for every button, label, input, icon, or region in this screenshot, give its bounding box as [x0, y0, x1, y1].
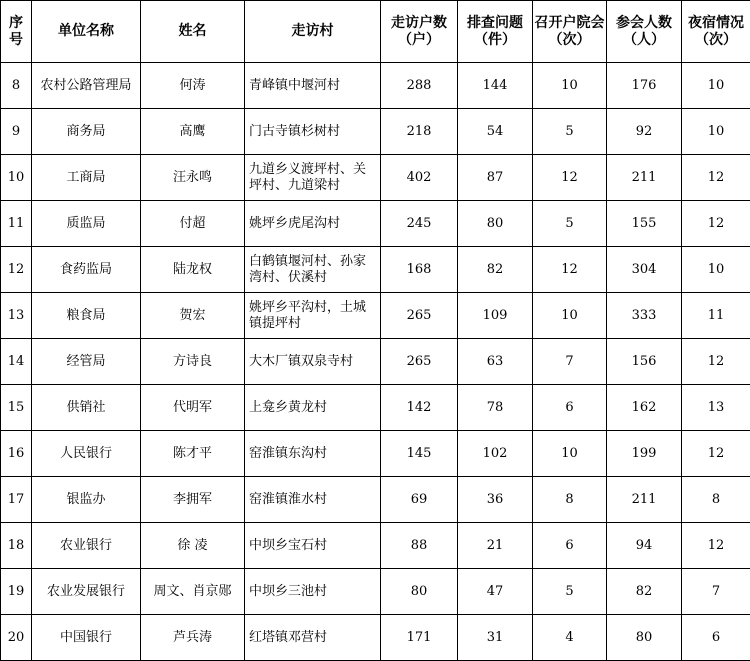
- cell-village: [245, 569, 381, 615]
- cell-overnight: 12: [682, 523, 750, 569]
- table-row: [1, 385, 750, 431]
- header-row: [1, 1, 750, 63]
- header-cell-village: [245, 1, 381, 63]
- cell-name: 代明军: [141, 385, 245, 431]
- cell-no: 15: [1, 385, 32, 431]
- cell-village: [245, 63, 381, 109]
- header-line: 走访村: [245, 23, 380, 40]
- cell-households: 168: [381, 247, 458, 293]
- village-line: 湾村、伏溪村: [249, 270, 380, 286]
- cell-name: 高鹰: [141, 109, 245, 155]
- table-row: [1, 247, 750, 293]
- table-row: [1, 523, 750, 569]
- cell-attendees: 304: [607, 247, 682, 293]
- village-line: 门古寺镇杉树村: [249, 124, 380, 140]
- header-line: 夜宿情况: [682, 15, 750, 32]
- header-line: （件）: [458, 32, 532, 49]
- cell-households: 69: [381, 477, 458, 523]
- table-row: [1, 109, 750, 155]
- header-cell-name: [141, 1, 245, 63]
- header-line: 序: [1, 15, 31, 32]
- cell-households: 142: [381, 385, 458, 431]
- header-line: 走访户数: [381, 15, 457, 32]
- cell-village: [245, 247, 381, 293]
- cell-overnight: 8: [682, 477, 750, 523]
- header-line: （次）: [682, 32, 750, 49]
- cell-issues: 36: [458, 477, 533, 523]
- village-line: 中坝乡宝石村: [249, 538, 380, 554]
- cell-issues: 82: [458, 247, 533, 293]
- cell-unit: 农村公路管理局: [32, 63, 141, 109]
- cell-meetings: 4: [533, 615, 607, 661]
- header-line: 排查问题: [458, 15, 532, 32]
- cell-overnight: 12: [682, 201, 750, 247]
- table-row: [1, 201, 750, 247]
- cell-households: 171: [381, 615, 458, 661]
- table-row: [1, 615, 750, 661]
- header-cell-unit: [32, 1, 141, 63]
- cell-no: 13: [1, 293, 32, 339]
- header-cell-no: [1, 1, 32, 63]
- cell-attendees: 176: [607, 63, 682, 109]
- cell-village: [245, 155, 381, 201]
- cell-attendees: 80: [607, 615, 682, 661]
- cell-overnight: 12: [682, 431, 750, 477]
- cell-meetings: 5: [533, 201, 607, 247]
- cell-no: 11: [1, 201, 32, 247]
- cell-meetings: 10: [533, 431, 607, 477]
- cell-meetings: 5: [533, 109, 607, 155]
- village-line: 白鹤镇堰河村、孙家: [249, 254, 380, 270]
- cell-meetings: 8: [533, 477, 607, 523]
- header-line: （人）: [607, 32, 681, 49]
- cell-unit: 质监局: [32, 201, 141, 247]
- header-line: 参会人数: [607, 15, 681, 32]
- cell-unit: 工商局: [32, 155, 141, 201]
- cell-overnight: 12: [682, 339, 750, 385]
- cell-attendees: 156: [607, 339, 682, 385]
- cell-attendees: 155: [607, 201, 682, 247]
- cell-households: 145: [381, 431, 458, 477]
- village-line: 镇提坪村: [249, 316, 380, 332]
- cell-unit: 农业发展银行: [32, 569, 141, 615]
- cell-issues: 21: [458, 523, 533, 569]
- village-line: 姚坪乡虎尾沟村: [249, 216, 380, 232]
- header-cell-meetings: [533, 1, 607, 63]
- table-row: [1, 569, 750, 615]
- cell-unit: 银监办: [32, 477, 141, 523]
- cell-village: [245, 523, 381, 569]
- cell-meetings: 10: [533, 63, 607, 109]
- cell-unit: 食药监局: [32, 247, 141, 293]
- cell-households: 265: [381, 339, 458, 385]
- table-row: [1, 155, 750, 201]
- cell-name: 陈才平: [141, 431, 245, 477]
- cell-name: 何涛: [141, 63, 245, 109]
- cell-overnight: 10: [682, 247, 750, 293]
- cell-attendees: 199: [607, 431, 682, 477]
- cell-households: 245: [381, 201, 458, 247]
- cell-village: [245, 431, 381, 477]
- cell-unit: 供销社: [32, 385, 141, 431]
- cell-name: 徐 凌: [141, 523, 245, 569]
- cell-name: 芦兵涛: [141, 615, 245, 661]
- cell-no: 8: [1, 63, 32, 109]
- cell-attendees: 211: [607, 155, 682, 201]
- header-line: 召开户院会: [533, 15, 606, 32]
- village-line: 坪村、九道梁村: [249, 178, 380, 194]
- table-row: [1, 431, 750, 477]
- cell-meetings: 7: [533, 339, 607, 385]
- cell-unit: 粮食局: [32, 293, 141, 339]
- cell-households: 265: [381, 293, 458, 339]
- header-cell-attendees: [607, 1, 682, 63]
- village-line: 青峰镇中堰河村: [249, 78, 380, 94]
- cell-issues: 80: [458, 201, 533, 247]
- cell-issues: 144: [458, 63, 533, 109]
- village-line: 上龛乡黄龙村: [249, 400, 380, 416]
- village-line: 红塔镇邓营村: [249, 630, 380, 646]
- cell-attendees: 94: [607, 523, 682, 569]
- cell-attendees: 333: [607, 293, 682, 339]
- cell-name: 周文、肖京郧: [141, 569, 245, 615]
- cell-issues: 63: [458, 339, 533, 385]
- cell-attendees: 92: [607, 109, 682, 155]
- cell-unit: 农业银行: [32, 523, 141, 569]
- cell-name: 汪永鸣: [141, 155, 245, 201]
- cell-issues: 87: [458, 155, 533, 201]
- cell-no: 18: [1, 523, 32, 569]
- header-line: 号: [1, 32, 31, 49]
- cell-village: [245, 201, 381, 247]
- cell-issues: 102: [458, 431, 533, 477]
- cell-overnight: 10: [682, 63, 750, 109]
- table-row: [1, 63, 750, 109]
- cell-village: [245, 339, 381, 385]
- cell-attendees: 211: [607, 477, 682, 523]
- cell-households: 402: [381, 155, 458, 201]
- cell-overnight: 11: [682, 293, 750, 339]
- table-row: [1, 477, 750, 523]
- header-cell-households: [381, 1, 458, 63]
- village-line: 九道乡义渡坪村、关: [249, 162, 380, 178]
- cell-attendees: 162: [607, 385, 682, 431]
- cell-no: 19: [1, 569, 32, 615]
- cell-unit: 中国银行: [32, 615, 141, 661]
- cell-overnight: 6: [682, 615, 750, 661]
- village-line: 大木厂镇双泉寺村: [249, 354, 380, 370]
- cell-issues: 47: [458, 569, 533, 615]
- cell-households: 88: [381, 523, 458, 569]
- cell-no: 9: [1, 109, 32, 155]
- cell-issues: 31: [458, 615, 533, 661]
- cell-village: [245, 385, 381, 431]
- table-row: [1, 339, 750, 385]
- cell-village: [245, 615, 381, 661]
- cell-name: 贺宏: [141, 293, 245, 339]
- cell-village: [245, 293, 381, 339]
- table-body: [1, 63, 750, 661]
- village-line: 姚坪乡平沟村，土城: [249, 300, 380, 316]
- cell-name: 陆龙权: [141, 247, 245, 293]
- table-row: [1, 293, 750, 339]
- village-line: 窑淮镇东沟村: [249, 446, 380, 462]
- cell-village: [245, 109, 381, 155]
- cell-issues: 109: [458, 293, 533, 339]
- cell-no: 16: [1, 431, 32, 477]
- cell-meetings: 12: [533, 155, 607, 201]
- cell-meetings: 6: [533, 385, 607, 431]
- cell-unit: 商务局: [32, 109, 141, 155]
- header-line: 单位名称: [32, 23, 140, 40]
- cell-overnight: 13: [682, 385, 750, 431]
- header-line: （次）: [533, 32, 606, 49]
- cell-overnight: 10: [682, 109, 750, 155]
- cell-meetings: 10: [533, 293, 607, 339]
- cell-households: 80: [381, 569, 458, 615]
- cell-no: 17: [1, 477, 32, 523]
- header-line: （户）: [381, 32, 457, 49]
- cell-overnight: 7: [682, 569, 750, 615]
- cell-name: 方诗良: [141, 339, 245, 385]
- cell-overnight: 12: [682, 155, 750, 201]
- cell-name: 李拥军: [141, 477, 245, 523]
- cell-issues: 54: [458, 109, 533, 155]
- cell-unit: 经管局: [32, 339, 141, 385]
- cell-attendees: 82: [607, 569, 682, 615]
- cell-unit: 人民银行: [32, 431, 141, 477]
- cell-households: 288: [381, 63, 458, 109]
- cell-issues: 78: [458, 385, 533, 431]
- header-cell-issues: [458, 1, 533, 63]
- cell-village: [245, 477, 381, 523]
- cell-no: 14: [1, 339, 32, 385]
- header-line: 姓名: [141, 23, 244, 40]
- cell-no: 10: [1, 155, 32, 201]
- village-line: 中坝乡三池村: [249, 584, 380, 600]
- cell-households: 218: [381, 109, 458, 155]
- header-cell-overnight: [682, 1, 750, 63]
- cell-name: 付超: [141, 201, 245, 247]
- cell-no: 20: [1, 615, 32, 661]
- cell-no: 12: [1, 247, 32, 293]
- cell-meetings: 6: [533, 523, 607, 569]
- cell-meetings: 12: [533, 247, 607, 293]
- village-line: 窑淮镇淮水村: [249, 492, 380, 508]
- cell-meetings: 5: [533, 569, 607, 615]
